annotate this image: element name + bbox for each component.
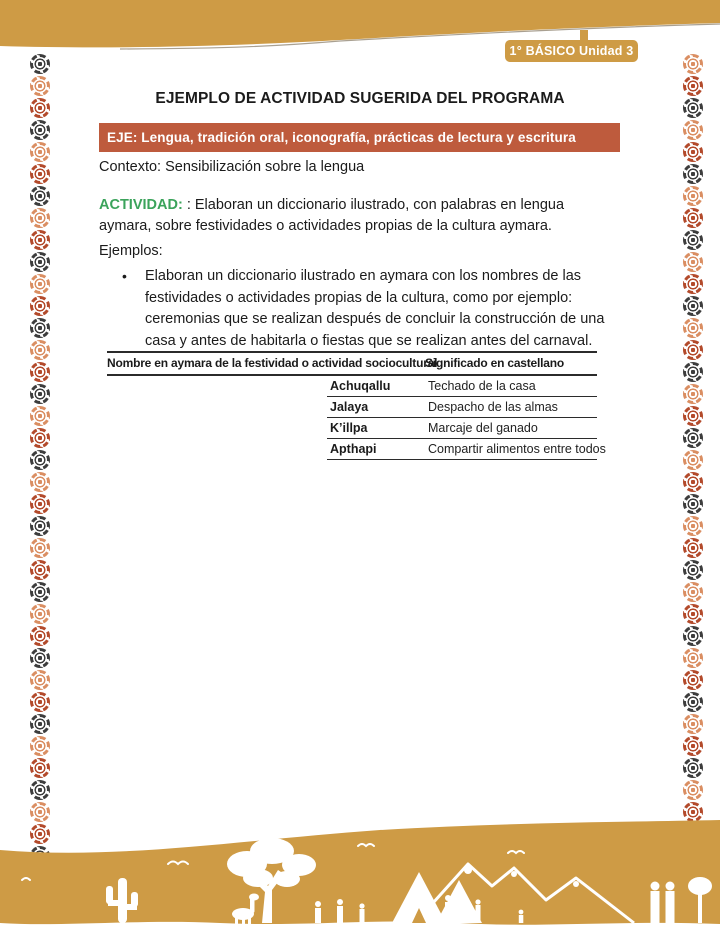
castellano-meaning: Marcaje del ganado [428,421,538,435]
bullet-icon: • [122,268,127,284]
rosette-motif-icon [683,516,703,536]
table-header-row [107,351,597,376]
rosette-motif-icon [683,670,703,690]
right-ornament-border [683,54,703,866]
rosette-motif-icon [683,208,703,228]
rosette-motif-icon [30,692,50,712]
rosette-motif-icon [683,472,703,492]
table-row [327,397,597,418]
rosette-motif-icon [683,560,703,580]
rosette-motif-icon [683,802,703,822]
rosette-motif-icon [30,230,50,250]
aymara-word: Apthapi [330,442,377,456]
rosette-motif-icon [683,692,703,712]
rosette-motif-icon [30,604,50,624]
rosette-motif-icon [30,120,50,140]
rosette-motif-icon [30,582,50,602]
rosette-motif-icon [30,406,50,426]
rosette-motif-icon [30,274,50,294]
rosette-motif-icon [30,802,50,822]
rosette-motif-icon [683,186,703,206]
unit-badge: 1° BÁSICO Unidad 3 [505,40,638,62]
rosette-motif-icon [683,604,703,624]
rosette-motif-icon [30,736,50,756]
castellano-meaning: Despacho de las almas [428,400,558,414]
rosette-motif-icon [30,252,50,272]
rosette-motif-icon [683,648,703,668]
rosette-motif-icon [30,780,50,800]
rosette-motif-icon [683,450,703,470]
aymara-table [107,351,606,460]
rosette-motif-icon [30,538,50,558]
rosette-motif-icon [30,472,50,492]
activity-text: : Elaboran un diccionario ilustrado, con palabras en lengua aymara, sobre festividades o actividades propias de la cultura aymara. [99,197,565,234]
bullet-text: Elaboran un diccionario ilustrado en aymara con los nombres de las festividades o actividades propias de la cultura, como por ejemplo: ceremonias que se realizan después de concluir la construcción de una casa y antes de habitarla o fiestas que se realizan antes del carnaval. [145,268,605,349]
castellano-meaning: Compartir alimentos entre todos [428,442,606,456]
rosette-motif-icon [30,428,50,448]
rosette-motif-icon [683,362,703,382]
eje-banner-label: EJE: Lengua, tradición oral, iconografía, prácticas de lectura y escritura [107,130,576,145]
rosette-motif-icon [30,208,50,228]
rosette-motif-icon [683,626,703,646]
rosette-motif-icon [683,582,703,602]
rosette-motif-icon [30,340,50,360]
rosette-motif-icon [30,164,50,184]
rosette-motif-icon [683,384,703,404]
rosette-motif-icon [683,54,703,74]
rosette-motif-icon [683,780,703,800]
rosette-motif-icon [30,714,50,734]
activity-paragraph [99,195,619,237]
rosette-motif-icon [30,54,50,74]
page-title: EJEMPLO DE ACTIVIDAD SUGERIDA DEL PROGRAMA [155,90,565,107]
table-row [327,439,606,460]
rosette-motif-icon [30,318,50,338]
rosette-motif-icon [30,186,50,206]
rosette-motif-icon [30,296,50,316]
rosette-motif-icon [30,626,50,646]
rosette-motif-icon [30,560,50,580]
example-bullet [122,266,614,352]
rosette-motif-icon [30,494,50,514]
aymara-word: K’illpa [330,421,368,435]
table-row [327,376,597,397]
rosette-motif-icon [30,450,50,470]
rosette-motif-icon [683,142,703,162]
rosette-motif-icon [683,164,703,184]
table-header-aymara: Nombre en aymara de la festividad o actividad sociocultural [107,356,438,370]
rosette-motif-icon [683,406,703,426]
rosette-motif-icon [30,384,50,404]
examples-label: Ejemplos: [99,243,163,259]
rosette-motif-icon [30,648,50,668]
rosette-motif-icon [683,296,703,316]
activity-label: ACTIVIDAD: [99,197,183,213]
aymara-word: Achuqallu [330,379,391,393]
rosette-motif-icon [30,758,50,778]
rosette-motif-icon [30,142,50,162]
table-body [107,376,606,460]
left-ornament-border [30,54,50,888]
rosette-motif-icon [683,274,703,294]
rosette-motif-icon [683,758,703,778]
context-line: Contexto: Sensibilización sobre la lengua [99,159,365,175]
rosette-motif-icon [683,252,703,272]
rosette-motif-icon [30,670,50,690]
rosette-motif-icon [683,428,703,448]
table-row [327,418,597,439]
rosette-motif-icon [683,736,703,756]
rosette-motif-icon [683,538,703,558]
rosette-motif-icon [683,494,703,514]
rosette-motif-icon [30,516,50,536]
aymara-word: Jalaya [330,400,369,414]
rosette-motif-icon [30,362,50,382]
rosette-motif-icon [683,230,703,250]
rosette-motif-icon [683,318,703,338]
castellano-meaning: Techado de la casa [428,379,536,393]
landscape-silhouette [0,820,720,932]
table-header-castellano: Significado en castellano [425,356,565,370]
rosette-motif-icon [683,120,703,140]
rosette-motif-icon [683,714,703,734]
eje-banner [99,123,620,152]
rosette-motif-icon [683,340,703,360]
